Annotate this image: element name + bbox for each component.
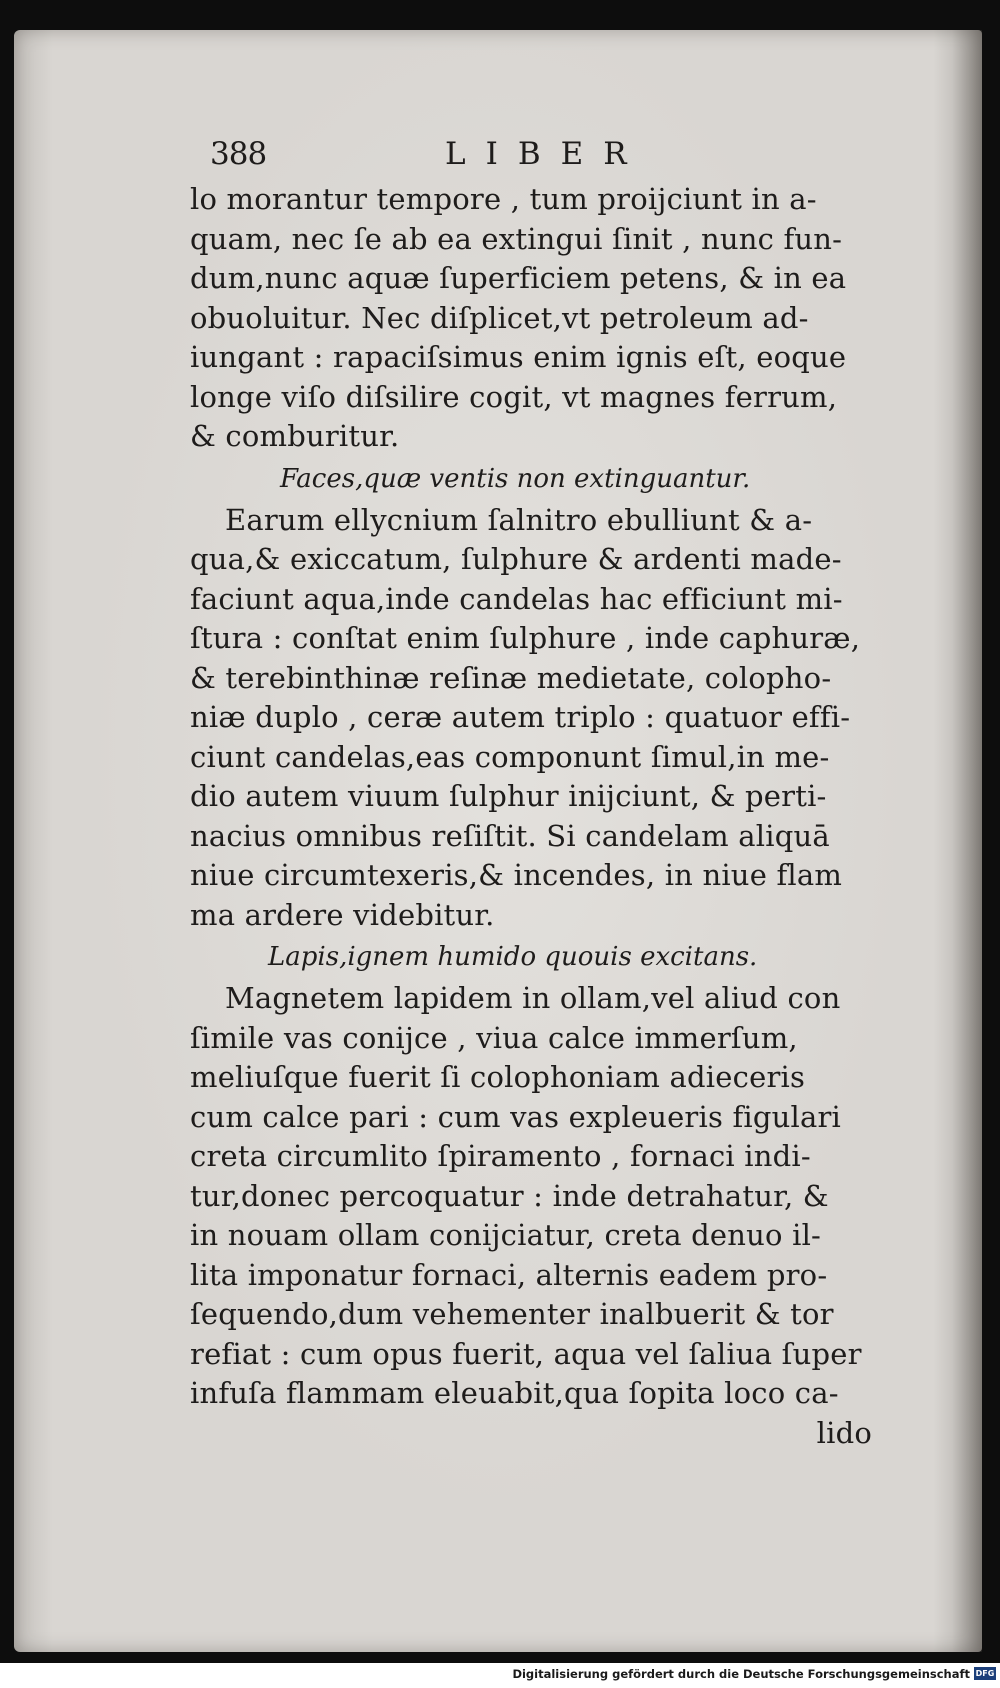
running-head (190, 128, 910, 180)
text-line: dum,nunc aquæ ſuperficiem petens, & in ea (190, 261, 847, 295)
text-line: ma ardere videbitur. (190, 897, 495, 932)
text-line: Earum ellycnium ſalnitro ebulliunt & a- (225, 502, 813, 537)
text-line: infuſa flammam eleuabit,qua ſopita loco ca- (190, 1376, 839, 1410)
text-line: in nouam ollam conijciatur, creta denuo il- (190, 1218, 822, 1252)
paragraph-lapis (190, 979, 910, 1453)
text-line: nacius omnibus reſiſtit. Si candelam aliquā (190, 818, 830, 853)
page-shadow-edge (952, 30, 982, 1652)
text-line: qua,& exiccatum, ſulphure & ardenti made- (190, 542, 842, 576)
text-line: ſtura : conſtat enim ſulphure , inde caphuræ, (190, 621, 861, 655)
text-line: faciunt aqua,inde candelas hac efficiunt mi- (190, 581, 843, 616)
text-line: Magnetem lapidem in ollam,vel aliud con (225, 981, 841, 1015)
text-line: longe viſo diſsilire cogit, vt magnes ferrum, (190, 379, 838, 414)
dfg-logo: DFG (975, 1669, 995, 1678)
text-line: meliuſque fuerit ſi colophoniam adieceris (190, 1060, 806, 1094)
running-title: LIBER (445, 136, 647, 172)
text-line: cum calce pari : cum vas expleueris figulari (190, 1099, 842, 1134)
text-line: lo morantur tempore , tum proijciunt in a- (190, 182, 817, 216)
section-heading-lapis: Lapis,ignem humido quouis excitans. (268, 942, 758, 972)
text-line: & comburitur. (190, 419, 400, 453)
text-line: lita imponatur fornaci, alternis eadem pro- (190, 1257, 828, 1292)
text-line: obuoluitur. Nec diſplicet,vt petroleum ad- (190, 300, 809, 335)
text-line: creta circumlito ſpiramento , fornaci indi- (190, 1139, 811, 1173)
paragraph-intro (190, 180, 910, 457)
section-heading-faces: Faces,quæ ventis non extinguantur. (280, 463, 751, 494)
digitization-credit: Digitalisierung gefördert durch die Deutsche Forschungsgemeinschaft (512, 1667, 970, 1681)
page-number: 388 (210, 136, 267, 172)
text-line: dio autem viuum ſulphur inijciunt, & perti- (190, 779, 827, 813)
paragraph-faces (190, 501, 910, 936)
page-text (190, 128, 910, 1453)
text-line: refiat : cum opus fuerit, aqua vel ſaliua ſuper (190, 1336, 862, 1371)
text-line: tur,donec percoquatur : inde detrahatur, & (190, 1178, 829, 1213)
text-line: & terebinthinæ reſinæ medietate, colopho- (190, 660, 832, 695)
text-line: niue circumtexeris,& incendes, in niue flam (190, 858, 843, 892)
text-line: niæ duplo , ceræ autem triplo : quatuor effi- (190, 700, 851, 734)
catchword: lido (816, 1415, 872, 1450)
text-line: ſequendo,dum vehementer inalbuerit & tor (190, 1297, 834, 1331)
text-line: ſimile vas conijce , viua calce immerſum, (190, 1020, 798, 1055)
text-line: ciunt candelas,eas componunt ſimul,in me- (190, 739, 830, 774)
text-line: iungant : rapaciſsimus enim ignis eſt, eoque (190, 340, 847, 374)
text-line: quam, nec ſe ab ea extingui ſinit , nunc fun- (190, 221, 843, 256)
